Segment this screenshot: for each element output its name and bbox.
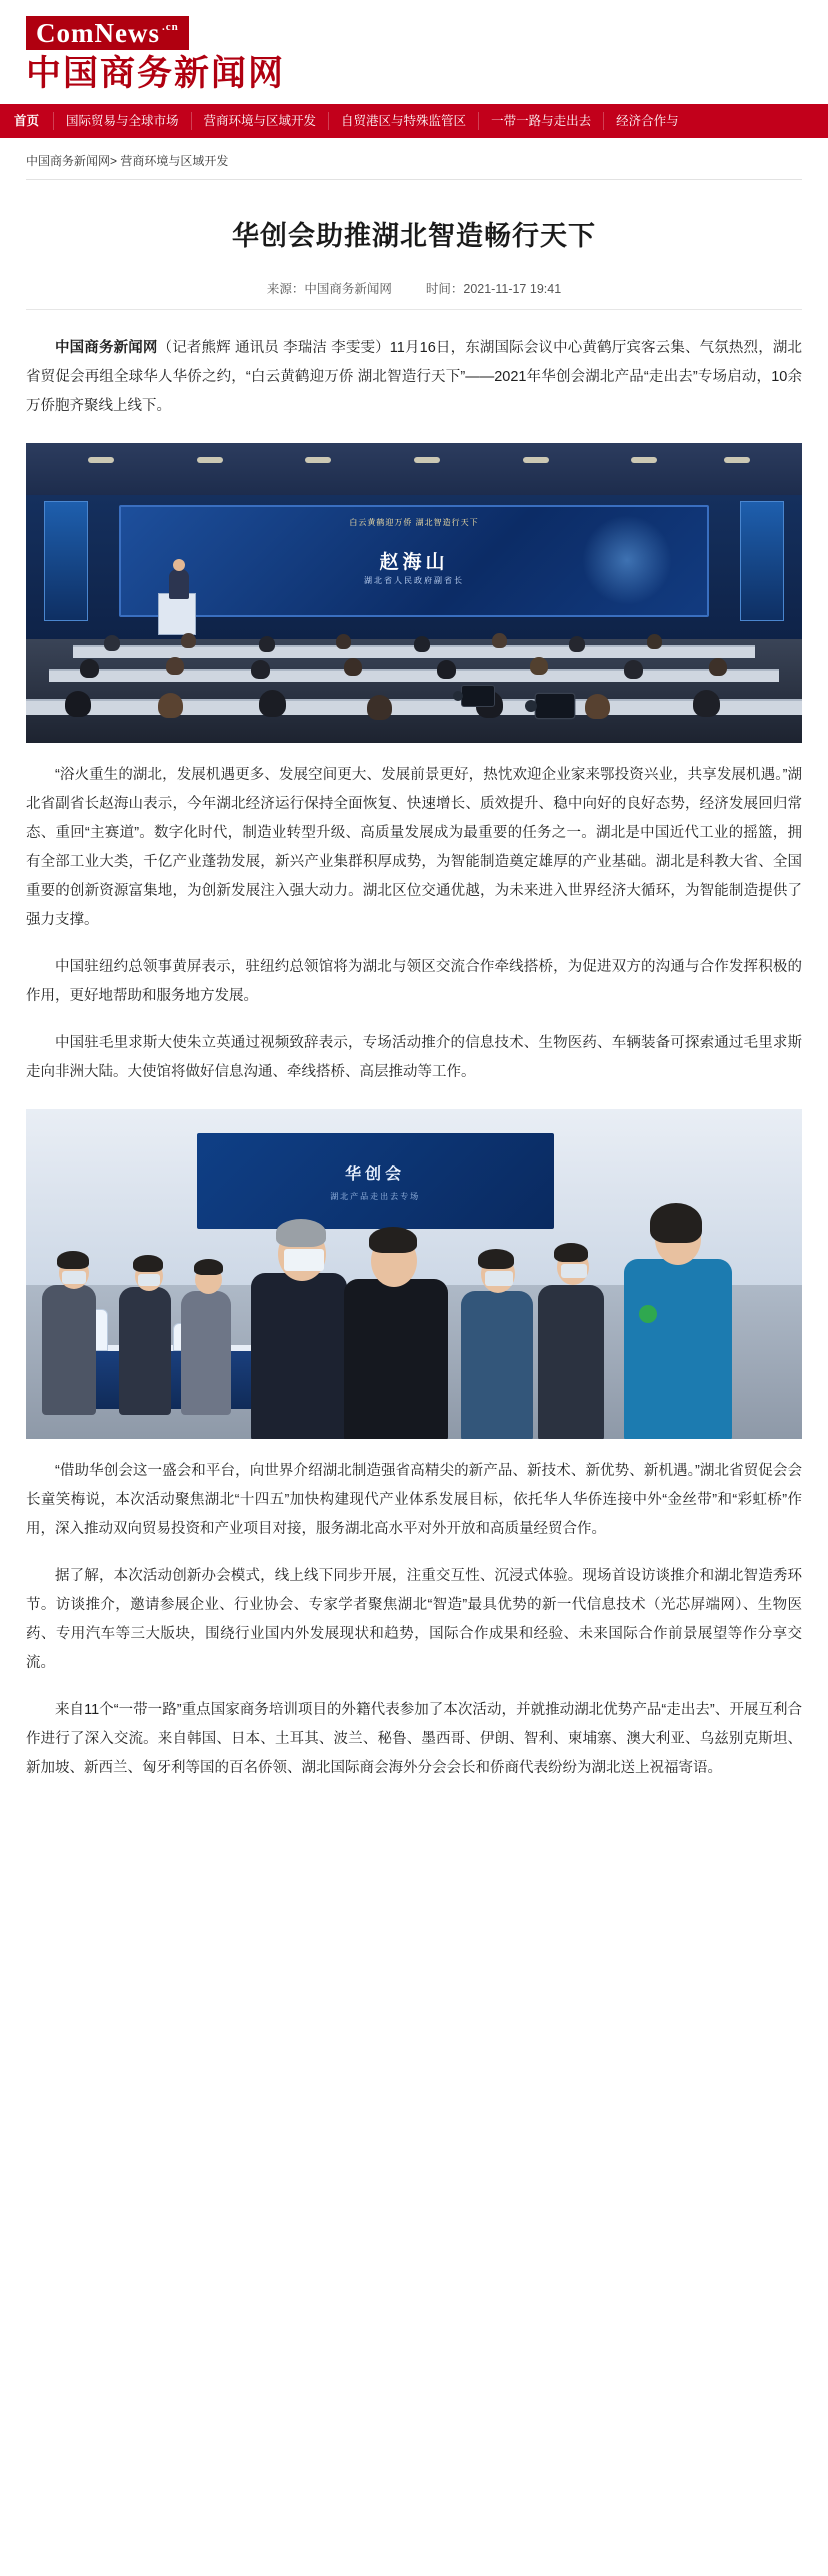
host-guest <box>344 1279 448 1439</box>
breadcrumb-separator: > <box>110 153 118 168</box>
page-scrollbar[interactable] <box>822 0 828 2576</box>
breadcrumb-current[interactable]: 营商环境与区域开发 <box>120 153 229 168</box>
breadcrumb-root[interactable]: 中国商务新闻网 <box>26 153 111 168</box>
paragraph: 中国驻纽约总领事黄屏表示，驻纽约总领馆将为湖北与领区交流合作牵线搭桥，为促进双方的沟通与合作发挥积极的作用，更好地帮助和服务地方发展。 <box>26 958 802 1004</box>
podium <box>158 593 196 635</box>
article-time-label: 时间： <box>425 281 464 296</box>
conference-hall-photo <box>26 443 802 743</box>
nav-business-environment[interactable]: 营商环境与区域开发 <box>203 113 317 128</box>
attendee-hair <box>478 1249 514 1269</box>
site-header <box>0 0 828 104</box>
screen-speaker-title: 湖北省人民政府副省长 <box>363 575 464 585</box>
article-source-value: 中国商务新闻网 <box>304 281 392 296</box>
article-time <box>426 279 561 297</box>
paragraph <box>26 334 802 421</box>
article-time-value: 2021-11-17 19:41 <box>463 281 562 296</box>
hostess-hair <box>650 1203 702 1243</box>
ceiling <box>26 443 802 503</box>
stage-led-screen <box>119 505 709 617</box>
main-navigation[interactable] <box>0 104 828 138</box>
article-figure-1 <box>26 443 802 743</box>
host-hair <box>369 1227 417 1253</box>
attendee <box>538 1285 604 1439</box>
attendee-hair <box>133 1255 163 1272</box>
paragraph: 据了解，本次活动创新办会模式，线上线下同步开展，注重交互性、沉浸式体验。现场首设访谈推介和湖北智造秀环节。访谈推介，邀请参展企业、行业协会、专家学者聚焦湖北“智造”最具优势的新一代信息技术（光芯屏端网）、生物医药、专用汽车等三大版块，围绕行业国内外发展现状和趋势，国际合作成果和经验、未来国际合作前景展望等作分享交流。 <box>26 1567 802 1671</box>
paragraph: 来自11个“一带一路”重点国家商务培训项目的外籍代表参加了本次活动，并就推动湖北优势产品“走出去”、开展互利合作进行了深入交流。来自韩国、日本、土耳其、波兰、秘鲁、墨西哥、伊朗、智利、柬埔寨、澳大利亚、乌兹别克斯坦、新加坡、新西兰、匈牙利等国的百名侨领、湖北国际商会海外分会会长和侨商代表纷纷为湖北送上祝福寄语。 <box>26 1701 802 1776</box>
screen-glow <box>582 515 672 605</box>
logo-english <box>26 16 189 50</box>
side-banner-left <box>44 501 88 621</box>
article-meta <box>26 279 802 310</box>
screen-speaker-name: 赵海山 <box>379 551 449 573</box>
speaker-figure <box>169 569 189 599</box>
video-camera <box>535 693 576 719</box>
paragraph: “浴火重生的湖北，发展机遇更多、发展空间更大、发展前景更好，热忱欢迎企业家来鄂投资兴业，共享发展机遇。”湖北省副省长赵海山表示，今年湖北经济运行保持全面恢复、快速增长、质效提升、稳中向好的良好态势，经济发展回归常态、重回“主赛道”。数字化时代，制造业转型升级、高质量发展成为最重要的任务之一。湖北是中国近代工业的摇篮，拥有全部工业大类，千亿产业蓬勃发展，新兴产业集群积厚成势，为智能制造奠定雄厚的产业基础。湖北是科教大省、全国重要的创新资源富集地，为创新发展注入强大动力。湖北区位交通优越，为未来进入世界经济大循环，为智能制造提供了强力支撑。 <box>26 766 802 928</box>
attendee-hair <box>194 1259 223 1275</box>
attendee-hair <box>57 1251 89 1269</box>
article-figure-2 <box>26 1109 802 1439</box>
article-body <box>0 214 828 1783</box>
hostess-blue-uniform <box>624 1259 732 1439</box>
page-title: 华创会助推湖北智造畅行天下 <box>232 220 596 251</box>
site-logo[interactable] <box>26 16 802 94</box>
paragraph: “借助华创会这一盛会和平台，向世界介绍湖北制造强省高精尖的新产品、新技术、新优势、新机遇。”湖北省贸促会会长童笑梅说，本次活动聚焦湖北“十四五”加快构建现代产业体系发展目标，依托华人华侨连接中外“金丝带”和“彩虹桥”作用，深入推动双向贸易投资和产业项目对接，服务湖北高水平对外开放和高质量经贸合作。 <box>26 1462 802 1537</box>
breadcrumb-divider <box>26 179 802 180</box>
face-mask <box>485 1271 513 1286</box>
logo-chinese: 中国商务新闻网 <box>26 54 286 94</box>
nav-free-trade-port[interactable]: 自贸港区与特殊监管区 <box>341 113 467 128</box>
nav-economic-cooperation[interactable]: 经济合作与 <box>616 113 679 128</box>
logo-domain-suffix: .cn <box>161 21 179 33</box>
booth-banner-title: 华创会 <box>345 1165 406 1183</box>
attendee <box>461 1291 533 1439</box>
foreign-guest-hair <box>276 1219 326 1247</box>
nav-international-trade[interactable]: 国际贸易与全球市场 <box>66 113 179 128</box>
logo-english-text: ComNews <box>36 18 160 48</box>
booth-visit-photo <box>26 1109 802 1439</box>
uniform-badge <box>639 1305 657 1323</box>
paragraph-text: （记者熊辉 通讯员 李瑞洁 李雯雯）11月16日，东湖国际会议中心黄鹤厅宾客云集、气氛热烈，湖北省贸促会再组全球华人华侨之约，“白云黄鹤迎万侨 湖北智造行天下”——2021年华创会湖北产品“走出去”专场启动，10余万侨胞齐聚线上线下。 <box>26 339 803 414</box>
video-camera <box>461 685 495 707</box>
nav-belt-and-road[interactable]: 一带一路与走出去 <box>491 113 592 128</box>
paragraph: 中国驻毛里求斯大使朱立英通过视频致辞表示，专场活动推介的信息技术、生物医药、车辆装备可探索通过毛里求斯走向非洲大陆。大使馆将做好信息沟通、牵线搭桥、高层推动等工作。 <box>26 1034 802 1080</box>
booth-banner <box>197 1133 554 1229</box>
side-banner-right <box>740 501 784 621</box>
booth-banner-subtitle: 湖北产品走出去专场 <box>330 1191 421 1201</box>
attendee-hair <box>554 1243 588 1262</box>
attendee <box>119 1287 171 1415</box>
face-mask <box>62 1271 86 1284</box>
article-source <box>267 279 392 297</box>
face-mask <box>138 1274 160 1286</box>
article-source-label: 来源： <box>266 281 305 296</box>
foreign-guest <box>251 1273 347 1439</box>
screen-title-text: 白云黄鹤迎万侨 湖北智造行天下 <box>349 517 479 527</box>
article-lead-source: 中国商务新闻网 <box>55 339 158 356</box>
nav-home[interactable]: 首页 <box>14 113 40 128</box>
attendee <box>181 1291 231 1415</box>
face-mask <box>561 1264 587 1278</box>
attendee <box>42 1285 96 1415</box>
face-mask <box>284 1249 324 1271</box>
breadcrumb <box>0 138 828 175</box>
